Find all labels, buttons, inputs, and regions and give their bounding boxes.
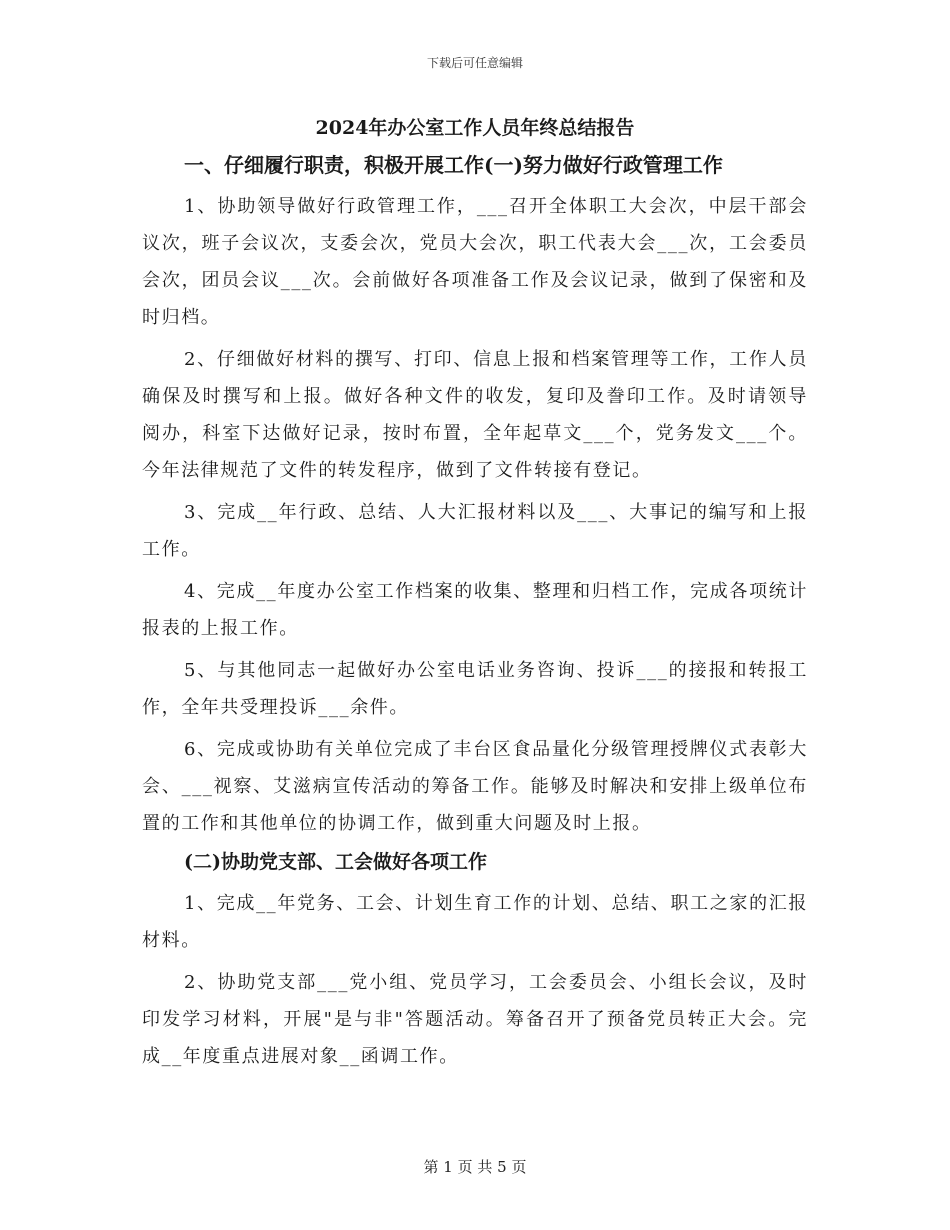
- paragraph-2-2: 2、协助党支部___党小组、党员学习，工会委员会、小组长会议，及时印发学习材料，开展"是与非"答题活动。筹备召开了预备党员转正大会。完成__年度重点进展对象__函调工作。: [142, 972, 808, 1067]
- paragraph-1-2: 2、仔细做好材料的撰写、打印、信息上报和档案管理等工作，工作人员确保及时撰写和上报。做好各种文件的收发，复印及誊印工作。及时请领导阅办，科室下达做好记录，按时布置，全年起草文___个，党务发文___个。今年法律规范了文件的转发程序，做到了文件转接有登记。: [142, 349, 808, 481]
- paragraph-1-3: 3、完成__年行政、总结、人大汇报材料以及___、大事记的编写和上报工作。: [142, 502, 808, 560]
- paragraph-1-6: 6、完成或协助有关单位完成了丰台区食品量化分级管理授牌仪式表彰大会、___视察、艾滋病宣传活动的筹备工作。能够及时解决和安排上级单位布置的工作和其他单位的协调工作，做到重大问题及时上报。: [142, 739, 808, 834]
- document-body: [142, 114, 808, 1080]
- section-heading-2: (二)协助党支部、工会做好各项工作: [184, 851, 487, 873]
- header-note: 下载后可任意编辑: [426, 56, 523, 70]
- document-title: 2024年办公室工作人员年终总结报告: [315, 117, 635, 139]
- page-footer: 第 1 页 共 5 页: [423, 1158, 527, 1176]
- section-heading-1: 一、仔细履行职责，积极开展工作(一)努力做好行政管理工作: [184, 153, 723, 177]
- paragraph-1-5: 5、与其他同志一起做好办公室电话业务咨询、投诉___的接报和转报工作，全年共受理投诉___余件。: [142, 660, 808, 718]
- paragraph-1-4: 4、完成__年度办公室工作档案的收集、整理和归档工作，完成各项统计报表的上报工作。: [142, 581, 808, 639]
- paragraph-2-1: 1、完成__年党务、工会、计划生育工作的计划、总结、职工之家的汇报材料。: [142, 893, 808, 951]
- paragraph-1-1: 1、协助领导做好行政管理工作，___召开全体职工大会次，中层干部会议次，班子会议次，支委会次，党员大会次，职工代表大会___次，工会委员会次，团员会议___次。会前做好各项准备工作及会议记录，做到了保密和及时归档。: [142, 196, 808, 328]
